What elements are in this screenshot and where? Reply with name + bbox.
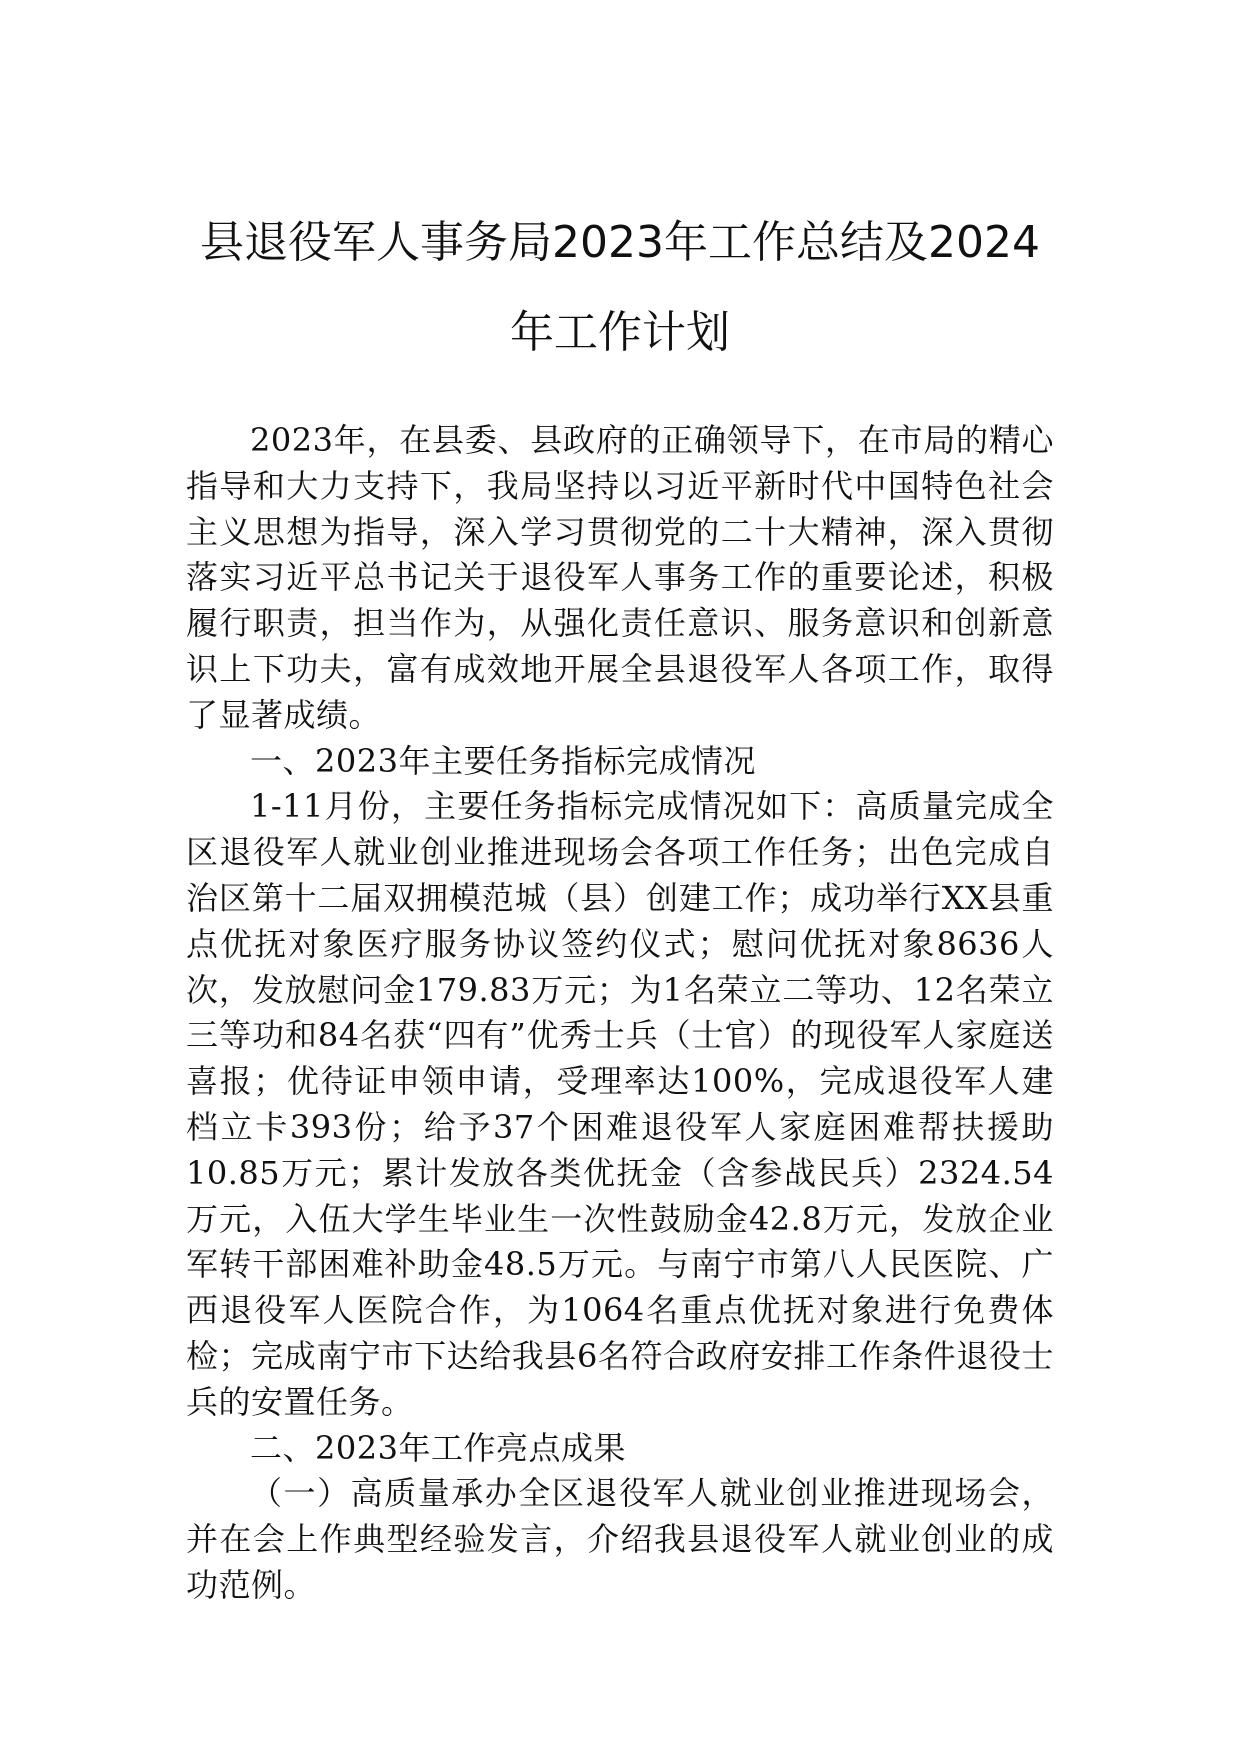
document-title-line-2: 年工作计划	[510, 307, 730, 358]
section-heading-2: 二、2023年工作亮点成果	[250, 1428, 626, 1467]
highlight-paragraph-1: （一）高质量承办全区退役军人就业创业推进现场会，并在会上作典型经验发言，介绍我县退役军人就业创业的成功范例。	[186, 1474, 1054, 1604]
document-body	[186, 418, 1054, 1609]
document-title-line-1: 县退役军人事务局2023年工作总结及2024	[200, 217, 1040, 268]
task-completion-paragraph: 1-11月份，主要任务指标完成情况如下：高质量完成全区退役军人就业创业推进现场会各项工作任务；出色完成自治区第十二届双拥模范城（县）创建工作；成功举行XX县重点优抚对象医疗服务协议签约仪式；慰问优抚对象8636人次，发放慰问金179.83万元；为1名荣立二等功、12名荣立三等功和84名获“四有”优秀士兵（士官）的现役军人家庭送喜报；优待证申领申请，受理率达100%，完成退役军人建档立卡393份；给予37个困难退役军人家庭困难帮扶援助10.85万元；累计发放各类优抚金（含参战民兵）2324.54万元，入伍大学生毕业生一次性鼓励金42.8万元，发放企业军转干部困难补助金48.5万元。与南宁市第八人民医院、广西退役军人医院合作，为1064名重点优抚对象进行免费体检；完成南宁市下达给我县6名符合政府安排工作条件退役士兵的安置任务。	[186, 787, 1054, 1421]
intro-paragraph: 2023年，在县委、县政府的正确领导下，在市局的精心指导和大力支持下，我局坚持以习近平新时代中国特色社会主义思想为指导，深入学习贯彻党的二十大精神，深入贯彻落实习近平总书记关于退役军人事务工作的重要论述，积极履行职责，担当作为，从强化责任意识、服务意识和创新意识上下功夫，富有成效地开展全县退役军人各项工作，取得了显著成绩。	[186, 421, 1054, 734]
section-heading-1: 一、2023年主要任务指标完成情况	[250, 741, 756, 780]
